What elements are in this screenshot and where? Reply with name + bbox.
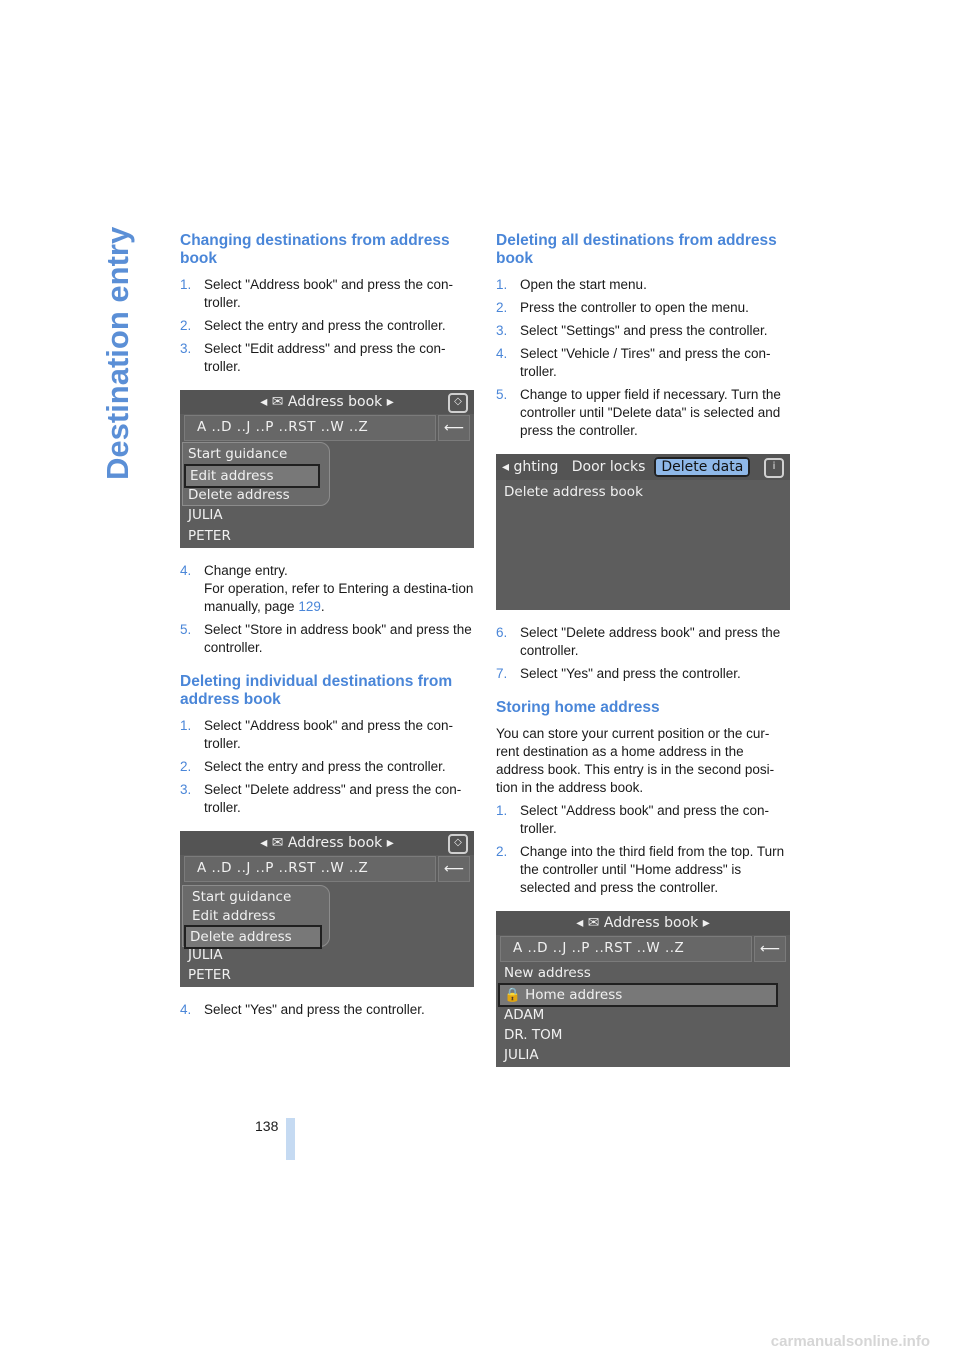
screen-delete-data: [496, 454, 790, 610]
list-item: [496, 322, 790, 340]
step-number: 7.: [496, 666, 508, 681]
step-number: 6.: [496, 625, 508, 640]
step-number: 1.: [180, 277, 192, 292]
back-arrow-icon: ⟵: [754, 936, 786, 962]
step-text: Change entry.: [204, 563, 288, 578]
list-item: New address: [504, 965, 591, 981]
alphabet-bar: A ..D ..J ..P ..RST ..W ..Z: [184, 415, 436, 441]
tab-bar: ◂ ghting Door locks Delete data: [496, 454, 790, 480]
list-item: [496, 299, 790, 317]
screen-header: ◂ ✉ Address book ▸: [496, 911, 790, 935]
right-column: [496, 232, 790, 1081]
back-arrow-icon: ⟵: [438, 415, 470, 441]
step-number: 1.: [496, 803, 508, 818]
step-text: Select "Edit address" and press the con-troller.: [204, 341, 446, 374]
section-title-deleting-all: Deleting all destinations from address book: [496, 232, 777, 267]
list-item: JULIA: [188, 947, 223, 963]
step-text: Select "Delete address book" and press the controller.: [520, 625, 781, 658]
alphabet-bar: A ..D ..J ..P ..RST ..W ..Z: [184, 856, 436, 882]
step-text: Select the entry and press the controller.: [204, 318, 446, 333]
menu-item-edit-address: Edit address: [184, 464, 320, 488]
step-text: Select "Yes" and press the controller.: [520, 666, 741, 681]
screen-header-label: Address book: [287, 394, 383, 410]
page-link[interactable]: 129: [298, 599, 321, 614]
info-icon: i: [764, 458, 784, 478]
menu-item-delete-address-book: Delete address book: [504, 484, 643, 500]
list-item: [496, 345, 790, 381]
list-item: JULIA: [504, 1047, 539, 1063]
list-item: [180, 781, 474, 817]
section-title-deleting-individual: Deleting individual destinations from address book: [180, 673, 453, 708]
step-number: 1.: [496, 277, 508, 292]
step-text: Change to upper field if necessary. Turn the controller until "Delete data" is selected and press the controller.: [520, 387, 781, 438]
menu-item-edit-address: Edit address: [192, 908, 276, 924]
screen-delete-address: [180, 831, 474, 987]
list-item: [496, 386, 790, 440]
menu-item-delete-address: Delete address: [184, 925, 322, 949]
compass-icon: ◇: [448, 834, 468, 854]
back-arrow-icon: ⟵: [438, 856, 470, 882]
list-item: [180, 317, 474, 335]
step-number: 3.: [496, 323, 508, 338]
screen-edit-address: [180, 390, 474, 548]
step-text: Change into the third field from the top. Turn the controller until "Home address" is selected and press the controller.: [520, 844, 785, 895]
list-item: [180, 562, 474, 616]
step-text: Select "Yes" and press the controller.: [204, 1002, 425, 1017]
list-item: [496, 802, 790, 838]
step-text: For operation, refer to Entering a destina-tion manually, page: [204, 581, 474, 614]
list-item: [180, 758, 474, 776]
compass-icon: ◇: [448, 393, 468, 413]
step-number: 2.: [180, 759, 192, 774]
step-number: 5.: [496, 387, 508, 402]
left-column: [180, 232, 474, 1024]
list-item: PETER: [188, 528, 231, 544]
tab-delete-data: Delete data: [654, 457, 750, 477]
section-title-home-address: Storing home address: [496, 699, 660, 716]
alphabet-bar: A ..D ..J ..P ..RST ..W ..Z: [500, 936, 752, 962]
step-number: 2.: [496, 300, 508, 315]
list-item: [496, 276, 790, 294]
list-item: [496, 665, 790, 683]
step-text: Select "Delete address" and press the con-troller.: [204, 782, 462, 815]
step-number: 4.: [180, 563, 192, 578]
step-number: 4.: [180, 1002, 192, 1017]
step-number: 2.: [496, 844, 508, 859]
step-text: Select the entry and press the controller.: [204, 759, 446, 774]
paragraph: You can store your current position or the cur-rent destination as a home address in the address book. This entry is in the second posi-tion in the address book.: [496, 726, 775, 795]
screen-header: ◂ ✉ Address book ▸: [180, 390, 474, 414]
list-item: ADAM: [504, 1007, 545, 1023]
list-item-label: Home address: [525, 987, 623, 1003]
punctuation: .: [320, 599, 325, 614]
screen-header-label: Address book: [287, 835, 383, 851]
step-number: 2.: [180, 318, 192, 333]
screen-header: ◂ ✉ Address book ▸: [180, 831, 474, 855]
step-number: 4.: [496, 346, 508, 361]
step-text: Select "Store in address book" and press the controller.: [204, 622, 472, 655]
side-title: Destination entry: [100, 226, 135, 480]
step-number: 3.: [180, 341, 192, 356]
step-text: Press the controller to open the menu.: [520, 300, 749, 315]
section-title-changing: Changing destinations from address book: [180, 232, 450, 267]
step-number: 5.: [180, 622, 192, 637]
step-text: Select "Address book" and press the con-troller.: [204, 277, 453, 310]
screen-header-label: Address book: [603, 915, 699, 931]
list-item: JULIA: [188, 507, 223, 523]
list-item: [180, 621, 474, 657]
list-item: [180, 340, 474, 376]
tab-door-locks: Door locks: [571, 459, 646, 475]
step-number: 1.: [180, 718, 192, 733]
list-item: DR. TOM: [504, 1027, 563, 1043]
page-number: 138: [255, 1118, 279, 1134]
list-item: [180, 1001, 474, 1019]
step-text: Open the start menu.: [520, 277, 647, 292]
watermark: carmanualsonline.info: [770, 1333, 930, 1350]
list-item: [180, 276, 474, 312]
menu-item-delete-address: Delete address: [188, 487, 290, 503]
step-text: Select "Vehicle / Tires" and press the con-troller.: [520, 346, 771, 379]
step-text: Select "Settings" and press the controller.: [520, 323, 768, 338]
list-item: [496, 843, 790, 897]
list-item-home-address: 🔒 Home address: [498, 983, 778, 1007]
step-number: 3.: [180, 782, 192, 797]
step-text: Select "Address book" and press the con-troller.: [204, 718, 453, 751]
page-marker-bar: [286, 1118, 295, 1160]
screen-home-address: [496, 911, 790, 1067]
list-item: [496, 624, 790, 660]
list-item: PETER: [188, 967, 231, 983]
tab-lighting: ghting: [513, 459, 559, 475]
step-text: Select "Address book" and press the con-troller.: [520, 803, 769, 836]
menu-item-start-guidance: Start guidance: [192, 889, 292, 905]
menu-item-start-guidance: Start guidance: [188, 446, 288, 462]
list-item: [180, 717, 474, 753]
